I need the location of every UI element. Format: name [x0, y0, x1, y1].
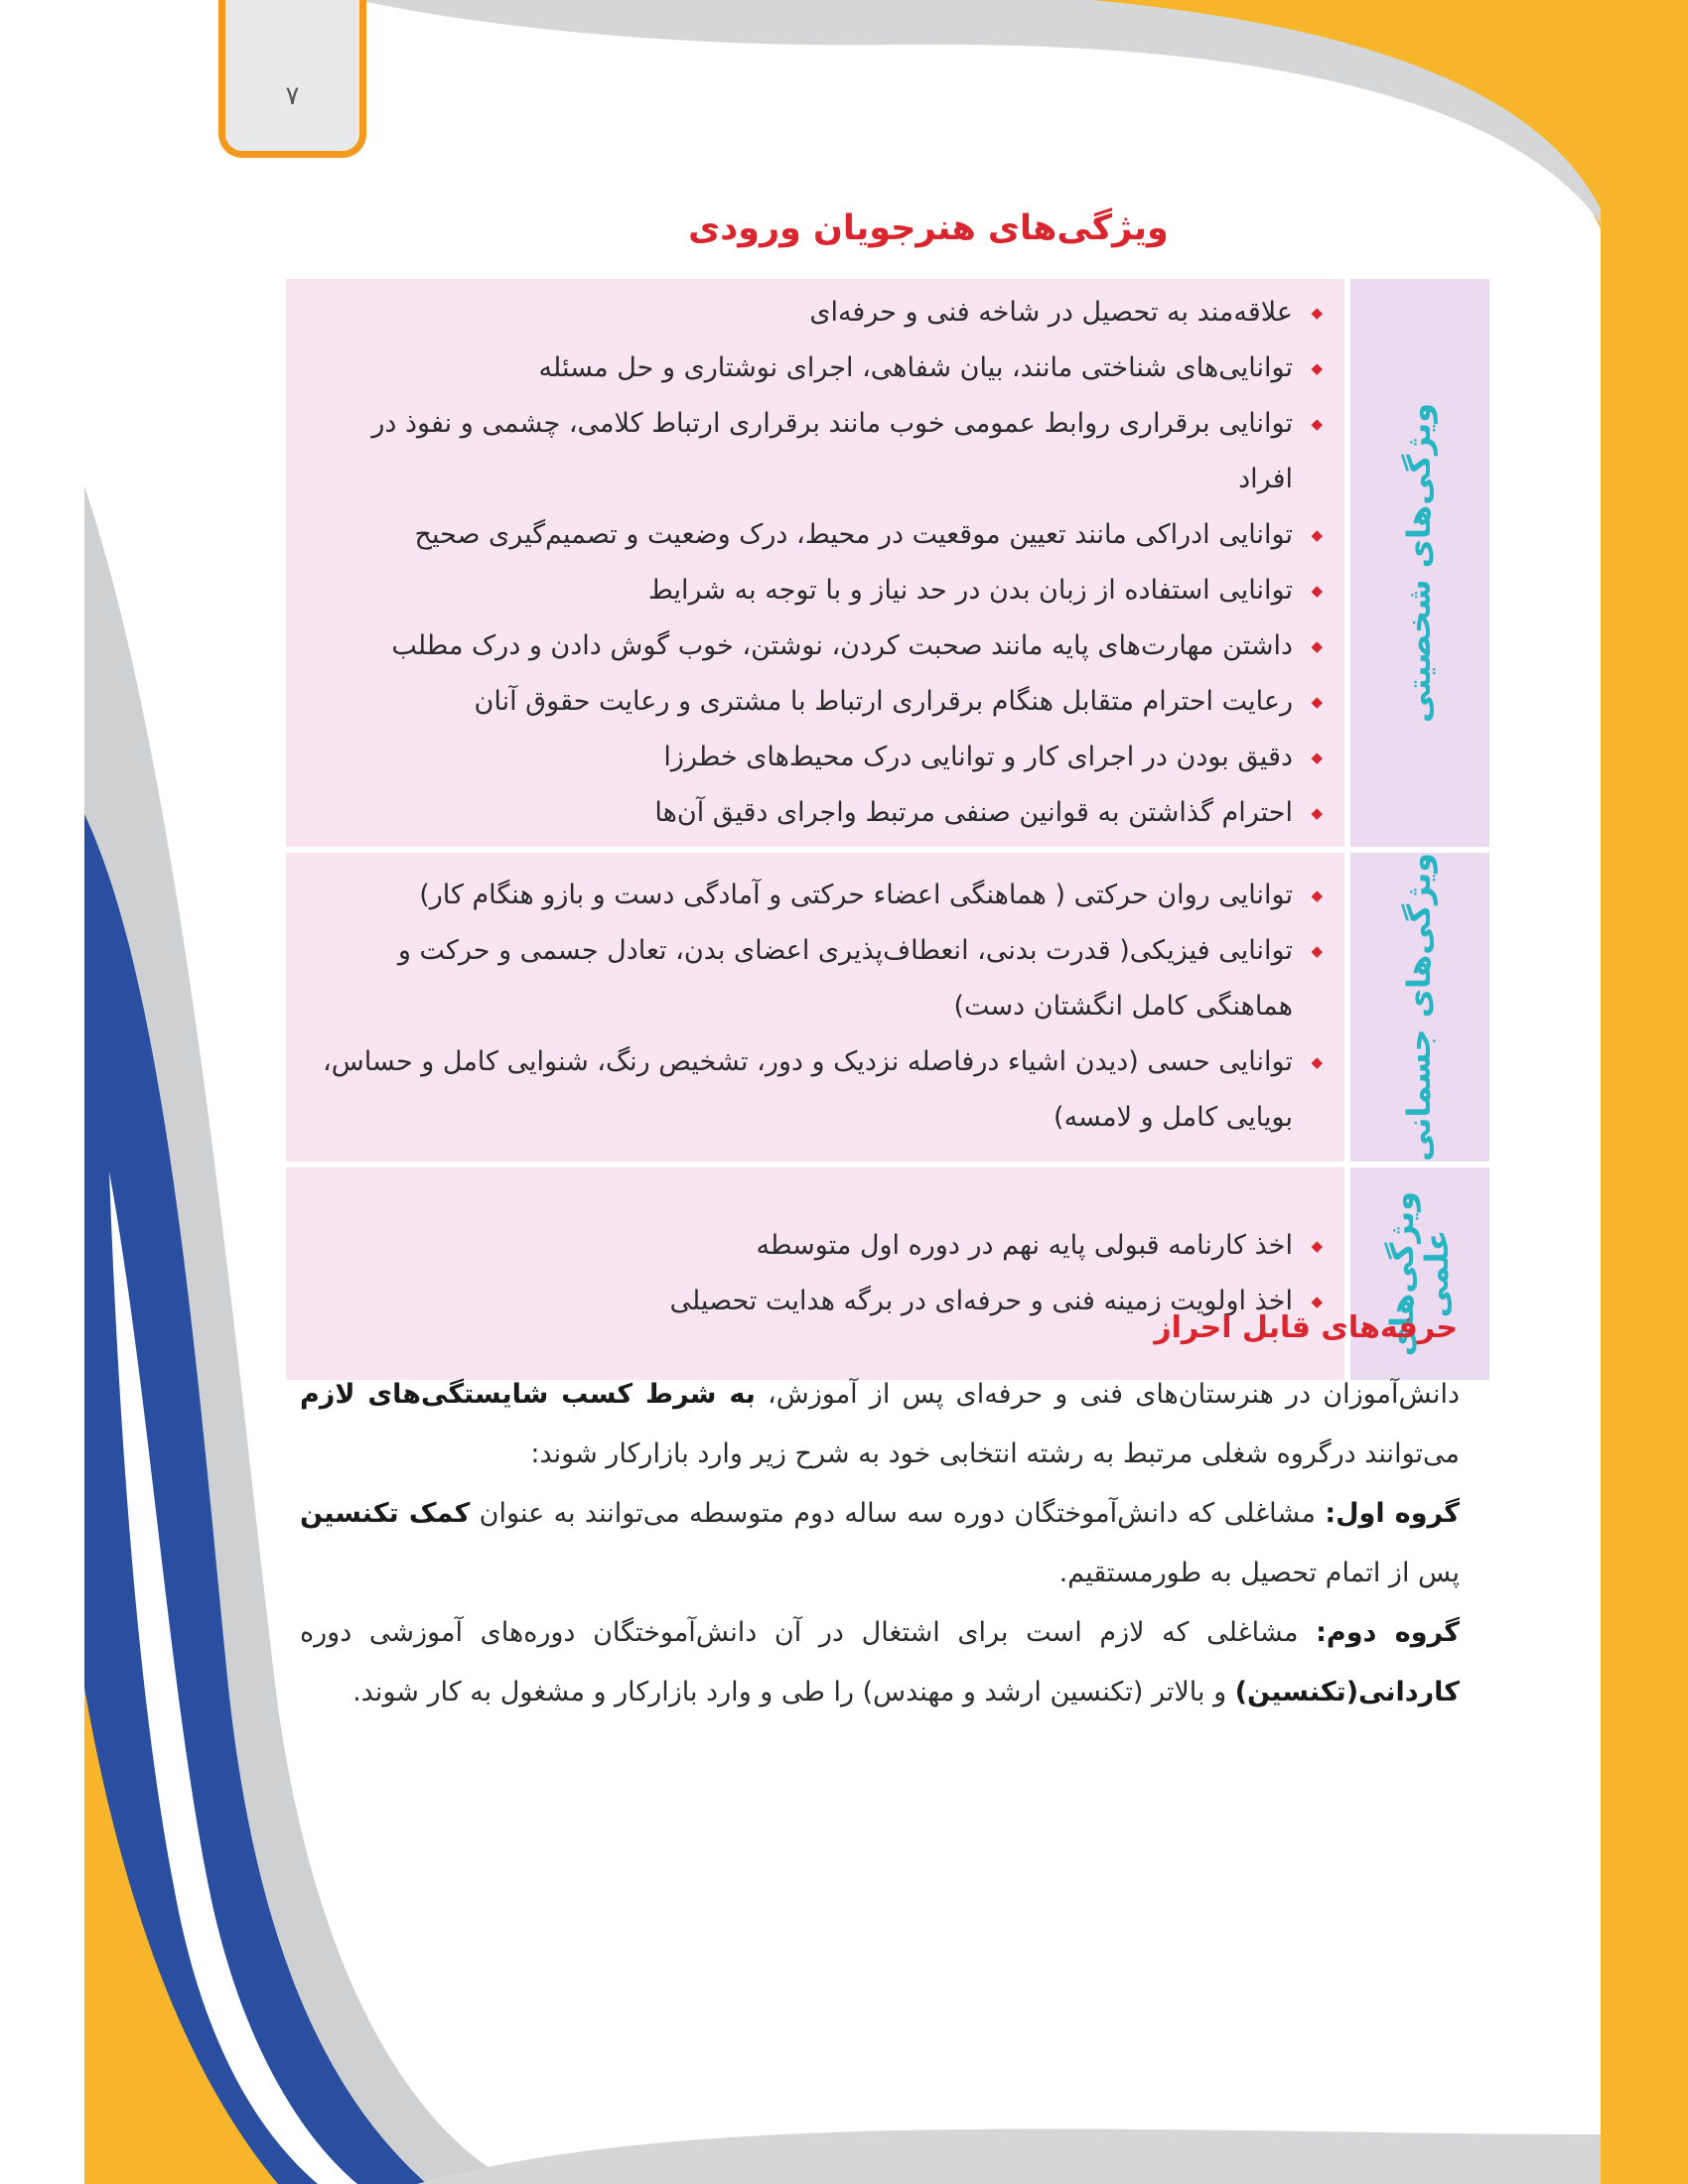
section-label: ویژگی‌های شخصیتی — [1400, 402, 1439, 724]
section-items-cell — [286, 1167, 1344, 1380]
list-item: ◆ توانایی برقراری روابط عمومی خوب مانند برقراری ارتباط کلامی، چشمی و نفوذ در افراد — [316, 396, 1323, 507]
group-1-text: مشاغلی که دانش‌آموختگان دوره سه ساله دوم متوسطه می‌توانند به عنوان — [470, 1498, 1326, 1529]
list-item: ◆ توانایی روان حرکتی ( هماهنگی اعضاء حرکتی و آمادگی دست و بازو هنگام کار) — [316, 868, 1323, 923]
list-item: ◆ علاقه‌مند به تحصیل در شاخه فنی و حرفه‌ای — [316, 285, 1323, 341]
intro-rest: می‌توانند درگروه شغلی مرتبط به رشته انتخابی خود به شرح زیر وارد بازارکار شوند: — [530, 1438, 1460, 1469]
list-item: ◆ اخذ کارنامه قبولی پایه نهم در دوره اول متوسطه — [316, 1218, 1323, 1274]
section-label-cell — [1344, 1167, 1489, 1380]
section-label-line: علمی — [1418, 1229, 1456, 1318]
list-item: ◆ توانایی استفاده از زبان بدن در حد نیاز و با توجه به شرایط — [316, 563, 1323, 618]
group-2-text: مشاغلی که لازم است برای اشتغال در آن دانش‌آموختگان دوره‌های آموزشی دوره — [300, 1617, 1317, 1648]
group-1-paragraph — [300, 1484, 1460, 1603]
list-item: ◆ دقیق بودن در اجرای کار و توانایی درک محیط‌های خطرزا — [316, 730, 1323, 785]
group-2-rest: و بالاتر (تکنسین ارشد و مهندس) را طی و وارد بازارکار و مشغول به کار شوند. — [352, 1677, 1235, 1707]
traits-table — [286, 273, 1489, 1386]
list-item: ◆ توانایی ادراکی مانند تعیین موقعیت در محیط، درک وضعیت و تصمیم‌گیری صحیح — [316, 507, 1323, 563]
section-items-cell — [286, 279, 1344, 847]
group-2-label: گروه دوم: — [1316, 1617, 1461, 1648]
section-label-line: ویژگی‌های — [1382, 1190, 1421, 1357]
bullet-list — [316, 285, 1323, 841]
list-item: ◆ احترام گذاشتن به قوانین صنفی مرتبط واجرای دقیق آن‌ها — [316, 785, 1323, 841]
group-1-label: گروه اول: — [1325, 1498, 1460, 1529]
page-number-tab — [218, 0, 366, 158]
group-2-paragraph — [300, 1603, 1460, 1722]
list-item: ◆ داشتن مهارت‌های پایه مانند صحبت کردن، نوشتن، خوب گوش دادن و درک مطلب — [316, 618, 1323, 674]
list-item: ◆ اخذ اولویت زمینه فنی و حرفه‌ای در برگه هدایت تحصیلی — [316, 1274, 1323, 1329]
group-2-bold: کاردانی(تکنسین) — [1234, 1677, 1460, 1707]
list-item: ◆ توانایی حسی (دیدن اشیاء درفاصله نزدیک و دور، تشخیص رنگ، شنوایی کامل و حساس، بویایی کامل و لامسه) — [316, 1034, 1323, 1146]
section-items-cell — [286, 853, 1344, 1161]
section-label-cell — [1344, 853, 1489, 1161]
page-title: ویژگی‌های هنرجویان ورودی — [688, 208, 1169, 248]
section-personality — [286, 279, 1489, 847]
intro-bold: به شرط کسب شایستگی‌های لازم — [300, 1379, 756, 1410]
intro-text: دانش‌آموزان در هنرستان‌های فنی و حرفه‌ای پس از آموزش، — [755, 1379, 1460, 1410]
intro-paragraph — [300, 1365, 1460, 1484]
bullet-list — [316, 868, 1323, 1146]
section-academic — [286, 1167, 1489, 1380]
jobs-heading: حرفه‌های قابل احراز — [1154, 1310, 1458, 1345]
jobs-body — [300, 1365, 1460, 1722]
section-label: ویژگی‌های جسمانی — [1400, 853, 1439, 1161]
list-item: ◆ توانایی‌های شناختی مانند، بیان شفاهی، اجرای نوشتاری و حل مسئله — [316, 341, 1323, 396]
section-label-cell — [1344, 279, 1489, 847]
page-number: ۷ — [285, 81, 300, 111]
section-physical — [286, 853, 1489, 1161]
group-1-rest: پس از اتمام تحصیل به طورمستقیم. — [1058, 1558, 1460, 1588]
list-item: ◆ توانایی فیزیکی( قدرت بدنی، انعطاف‌پذیری اعضای بدن، تعادل جسمی و حرکت و هماهنگی کامل انگشتان دست) — [316, 923, 1323, 1034]
group-1-bold: کمک تکنسین — [300, 1498, 471, 1529]
list-item: ◆ رعایت احترام متقابل هنگام برقراری ارتباط با مشتری و رعایت حقوق آنان — [316, 674, 1323, 730]
